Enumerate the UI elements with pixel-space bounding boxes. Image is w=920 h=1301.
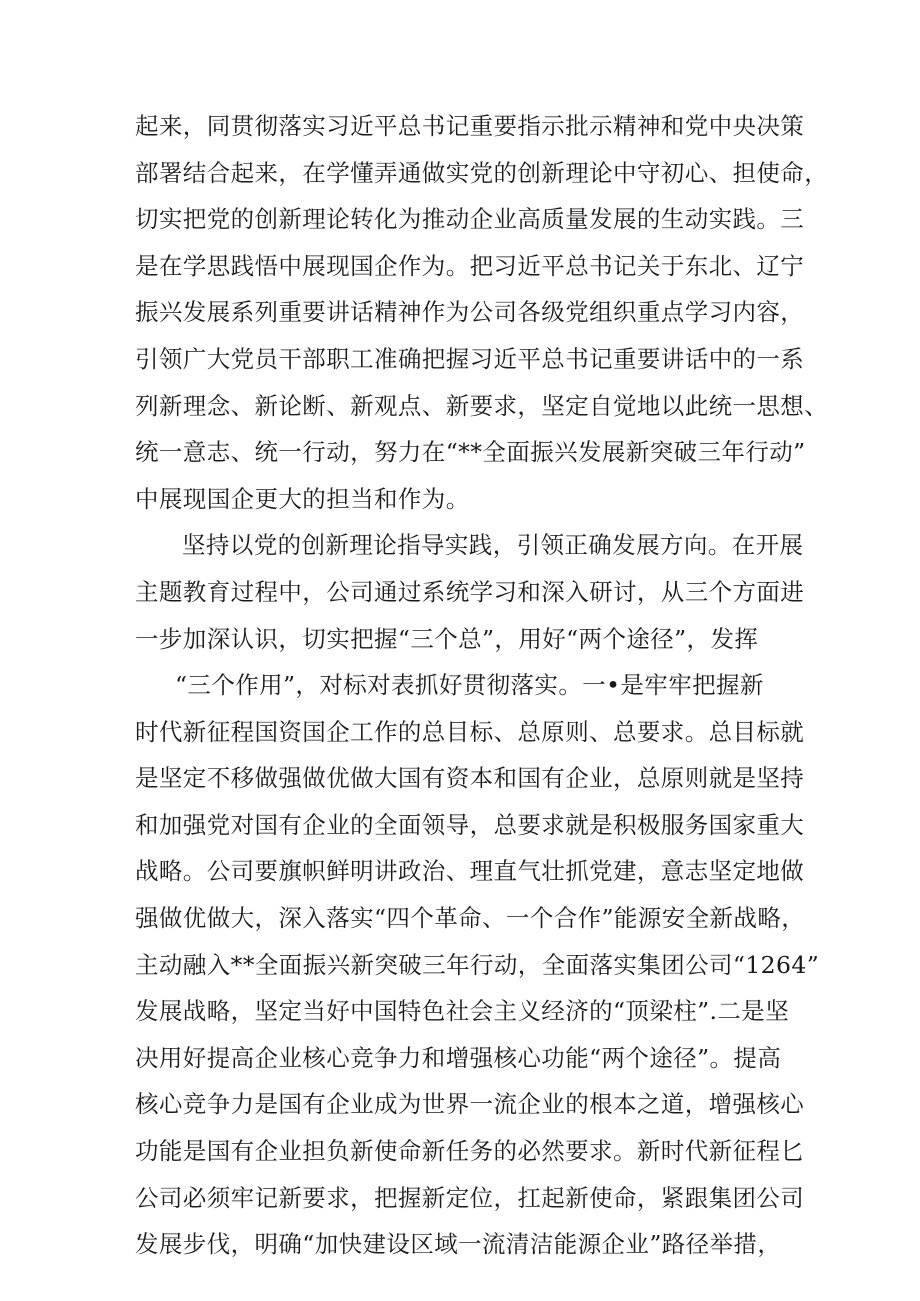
text-line: 振兴发展系列重要讲话精神作为公司各级党组织重点学习内容，: [135, 298, 805, 326]
text-line: “三个作用”，对标对表抓好贯彻落实。一•是牢牢把握新: [175, 671, 764, 699]
text-line: 公司必须牢记新要求，把握新定位，扛起新使命，紧跟集团公司: [135, 1184, 805, 1212]
text-line: 时代新征程国资国企工作的总目标、总原则、总要求。总目标就: [135, 718, 805, 746]
text-line: 中展现国企更大的担当和作为。: [135, 485, 470, 513]
text-line: 是坚定不移做强做优做大国有资本和国有企业，总原则就是坚持: [135, 764, 805, 792]
text-line: 一步加深认识，切实把握“三个总”，用好“两个途径”，发挥: [135, 625, 759, 653]
text-line: 和加强党对国有企业的全面领导，总要求就是积极服务国家重大: [135, 811, 805, 839]
text-line: 强做优做大，深入落实“四个革命、一个合作”能源安全新战略，: [135, 904, 806, 932]
text-line: 发展步伐，明确“加快建设区域一流清洁能源企业”路径举措，: [135, 1230, 782, 1258]
text-line: 是在学思践悟中展现国企作为。把习近平总书记关于东北、辽宁: [135, 252, 805, 280]
text-line: 决用好提高企业核心竞争力和增强核心功能“两个途径”。提高: [135, 1044, 782, 1072]
text-line: 发展战略，坚定当好中国特色社会主义经济的“顶梁柱”.二是坚: [135, 997, 790, 1025]
text-line: 部署结合起来，在学懂弄通做实党的创新理论中守初心、担使命，: [135, 159, 829, 187]
text-line: 统一意志、统一行动，努力在“**全面振兴发展新突破三年行动”: [135, 438, 806, 466]
paragraph-first-line: 坚持以党的创新理论指导实践，引领正确发展方向。在开展: [182, 531, 804, 559]
text-line: 核心竞争力是国有企业成为世界一流企业的根本之道，增强核心: [135, 1090, 805, 1118]
text-line: 主题教育过程中，公司通过系统学习和深入研讨，从三个方面进: [135, 578, 805, 606]
text-line: 引领广大党员干部职工准确把握习近平总书记重要讲话中的一系: [135, 345, 805, 373]
text-line: 功能是国有企业担负新使命新任务的必然要求。新时代新征程匕: [135, 1137, 805, 1165]
text-line: 切实把党的创新理论转化为推动企业高质量发展的生动实践。三: [135, 205, 805, 233]
text-line: 主动融入**全面振兴新突破三年行动，全面落实集团公司“1264”: [135, 951, 820, 979]
text-line: 战略。公司要旗帜鲜明讲政治、理直气壮抓党建，意志坚定地做: [135, 857, 805, 885]
text-line: 列新理念、新论断、新观点、新要求，坚定自觉地以此统一思想、: [135, 392, 829, 420]
text-line: 起来，同贯彻落实习近平总书记重要指示批示精神和党中央决策: [135, 112, 805, 140]
